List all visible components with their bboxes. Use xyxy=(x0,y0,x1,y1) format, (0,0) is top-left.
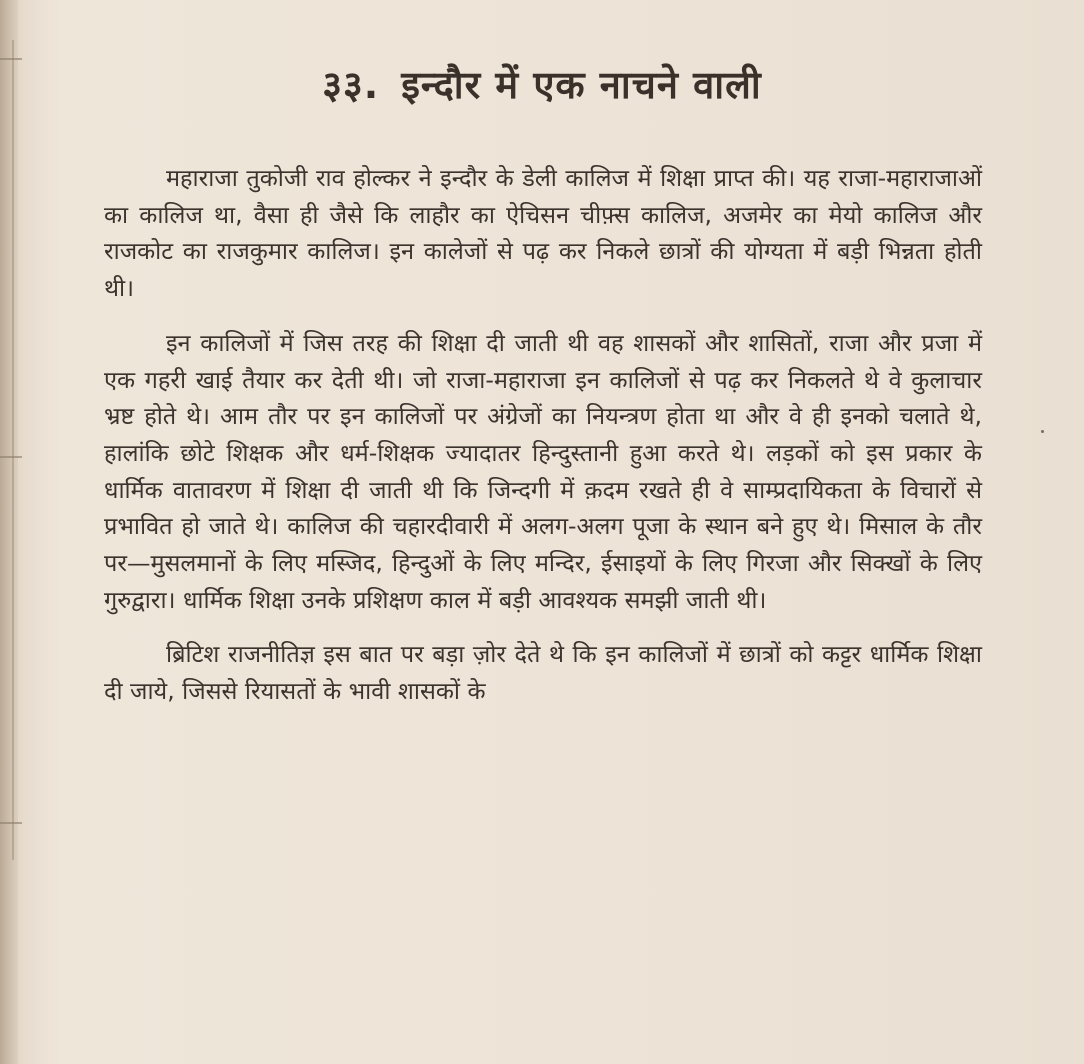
chapter-number: ३३. xyxy=(322,63,380,107)
binding-fold-line xyxy=(12,40,14,860)
paragraph-2: इन कालिजों में जिस तरह की शिक्षा दी जाती थी वह शासकों और शासितों, राजा और प्रजा में एक गहरी खाई तैयार कर देती थी। जो राजा-महाराजा इन कालिजों से पढ़ कर निकलते थे वे कुलाचार भ्रष्ट होते थे। आम तौर पर इन कालिजों पर अंग्रेजों का नियन्त्रण होता था और वे ही इनको चलाते थे, हालांकि छोटे शिक्षक और धर्म-शिक्षक ज्यादातर हिन्दुस्तानी हुआ करते थे। लड़कों को इस प्रकार के धार्मिक वातावरण में शिक्षा दी जाती थी कि जिन्दगी में क़दम रखते ही वे साम्प्रदायिकता के विचारों से प्रभावित हो जाते थे। कालिज की चहारदीवारी में अलग-अलग पूजा के स्थान बने हुए थे। मिसाल के तौर पर—मुसलमानों के लिए मस्जिद, हिन्दुओं के लिए मन्दिर, ईसाइयों के लिए गिरजा और सिक्खों के लिए गुरुद्वारा। धार्मिक शिक्षा उनके प्रशिक्षण काल में बड़ी आवश्यक समझी जाती थी। xyxy=(104,328,982,614)
chapter-body xyxy=(104,160,982,728)
page-binding xyxy=(0,0,18,1064)
chapter-title-text: इन्दौर में एक नाचने वाली xyxy=(401,63,762,107)
paragraph-1: महाराजा तुकोजी राव होल्कर ने इन्दौर के डेली कालिज में शिक्षा प्राप्त की। यह राजा-महाराजाओं का कालिज था, वैसा ही जैसे कि लाहौर का ऐचिसन चीफ़्स कालिज, अजमेर का मेयो कालिज और राजकोट का राजकुमार कालिज। इन कालेजों से पढ़ कर निकले छात्रों की योग्यता में बड़ी भिन्नता होती थी। xyxy=(104,164,982,303)
ink-speck xyxy=(1041,430,1044,433)
chapter-title xyxy=(0,58,1084,110)
binding-stitch xyxy=(0,822,22,824)
paragraph-3: ब्रिटिश राजनीतिज्ञ इस बात पर बड़ा ज़ोर देते थे कि इन कालिजों में छात्रों को कट्टर धार्मिक शिक्षा दी जाये, जिससे रियासतों के भावी शासकों के xyxy=(104,640,982,706)
binding-stitch xyxy=(0,456,22,458)
